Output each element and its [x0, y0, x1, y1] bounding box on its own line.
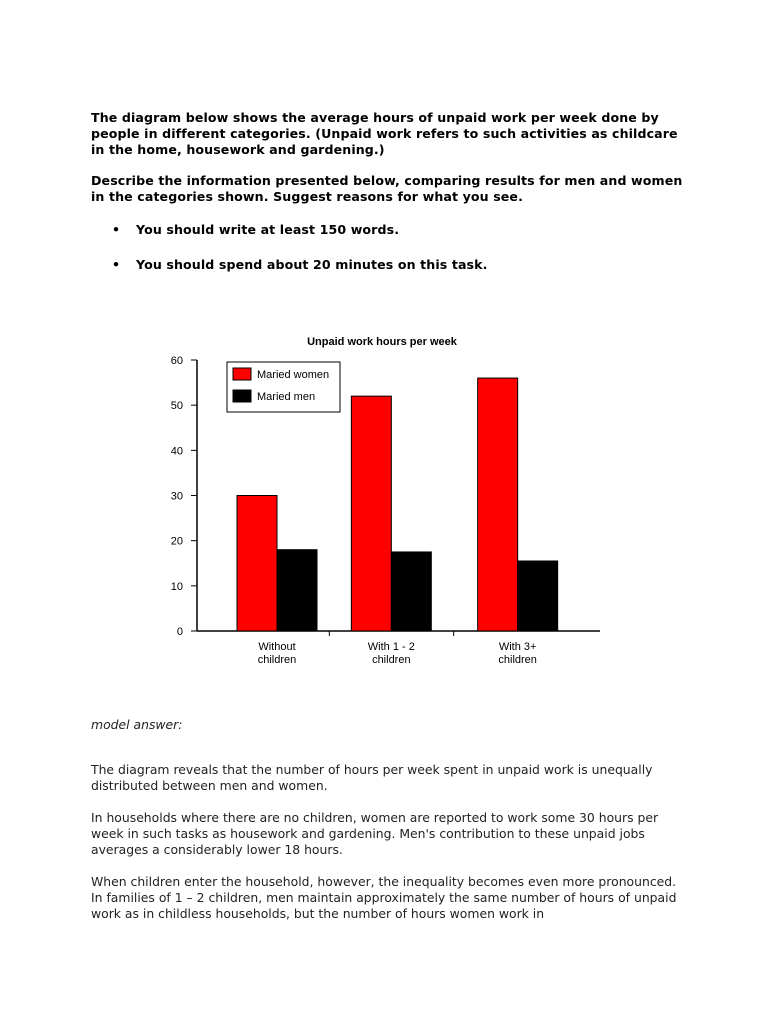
- legend-label: Maried men: [257, 391, 316, 403]
- requirement-text: You should spend about 20 minutes on this task.: [136, 257, 488, 272]
- x-tick-label: With 1 - 2: [367, 641, 415, 653]
- task-instruction: Describe the information presented below, comparing results for men and women in the categories shown. Suggest reasons for what you see.: [91, 173, 683, 204]
- legend-label: Maried women: [257, 369, 330, 381]
- y-tick-label: 30: [170, 490, 183, 503]
- bar-married-women: [237, 496, 277, 632]
- x-tick-label: children: [498, 654, 537, 666]
- task-requirements: [91, 222, 691, 273]
- legend-swatch-men: [233, 390, 251, 402]
- bullet-icon: •: [112, 257, 121, 272]
- y-tick-label: 60: [170, 355, 183, 367]
- answer-paragraph: The diagram reveals that the number of hours per week spent in unpaid work is unequally distributed between men and women.: [91, 762, 653, 793]
- y-tick-label: 10: [170, 580, 183, 593]
- chart-title: Unpaid work hours per week: [307, 336, 457, 348]
- y-tick-label: 0: [176, 626, 183, 638]
- task-intro: The diagram below shows the average hours of unpaid work per week done by people in different categories. (Unpaid work refers to such activities as childcare in the home, housework and gardening.): [91, 110, 678, 157]
- answer-paragraph: When children enter the household, however, the inequality becomes even more pronounced. In families of 1 – 2 children, men maintain approximately the same number of hours of unpaid work as in childless households, but the number of hours women work in: [91, 874, 677, 921]
- y-tick-label: 40: [170, 445, 183, 458]
- x-tick-label: children: [372, 654, 411, 666]
- bar-married-men: [518, 561, 558, 631]
- bar-married-men: [391, 552, 431, 631]
- bar-married-women: [351, 396, 391, 631]
- requirement-text: You should write at least 150 words.: [136, 222, 400, 237]
- model-answer-text: [91, 762, 681, 938]
- x-tick-label: children: [257, 654, 297, 666]
- y-tick-label: 20: [170, 535, 183, 548]
- model-answer-label: model answer:: [91, 717, 183, 732]
- y-tick-label: 50: [170, 400, 183, 413]
- task-prompt: [91, 110, 691, 273]
- x-tick-label: Without: [258, 641, 296, 653]
- legend-swatch-women: [233, 368, 251, 380]
- requirement-item: [91, 257, 691, 273]
- bar-married-women: [478, 378, 518, 631]
- x-tick-label: With 3+: [498, 641, 537, 653]
- requirement-item: [91, 222, 691, 238]
- answer-paragraph: In households where there are no children, women are reported to work some 30 hours per week in such tasks as housework and gardening. Men's contribution to these unpaid jobs averages a considerably lower 18 hours.: [91, 810, 659, 857]
- bar-married-men: [277, 550, 317, 631]
- bar-chart: [160, 330, 620, 675]
- bullet-icon: •: [112, 222, 121, 237]
